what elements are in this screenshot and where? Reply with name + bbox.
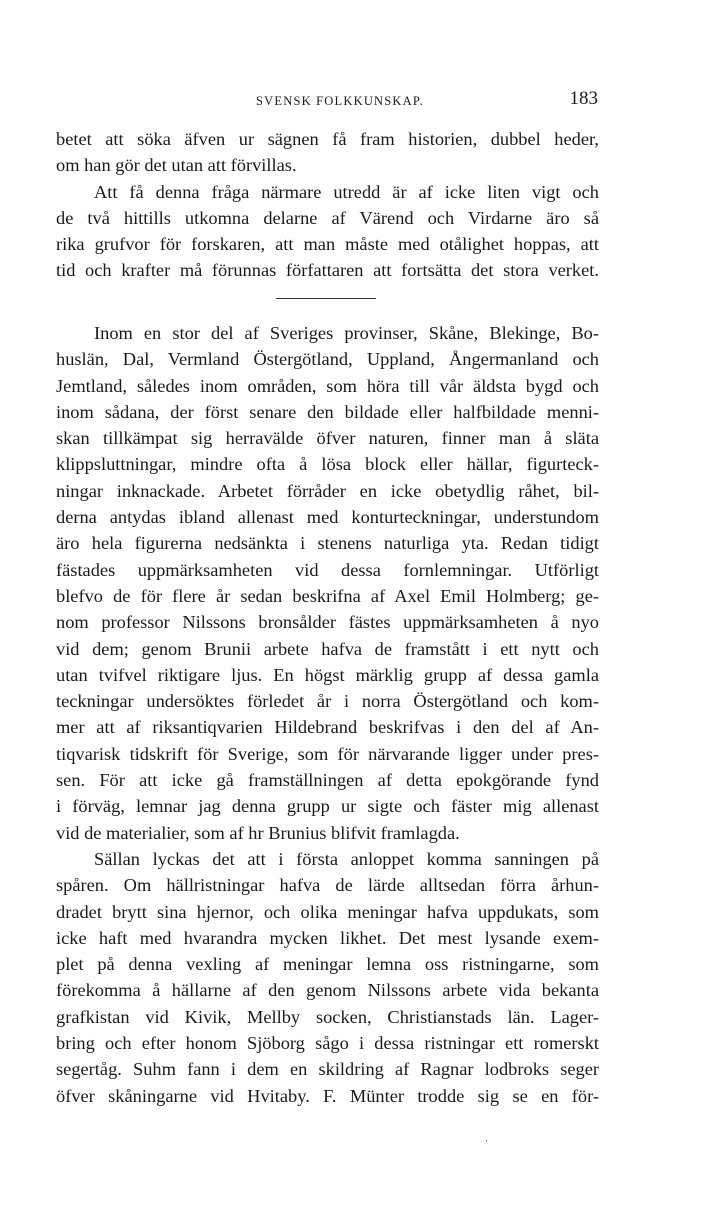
text-line: Inom en stor del af Sveriges provinser, Skåne, Blekinge, Bo- (94, 323, 599, 343)
text-line: grafkistan vid Kivik, Mellby socken, Christianstads län. Lager- (56, 1006, 599, 1027)
paper-speck (486, 1140, 487, 1142)
text-line: Sällan lyckas det att i första anloppet komma sanningen på (94, 848, 599, 869)
text-line: klippsluttningar, mindre ofta å lösa block eller hällar, figurteck- (56, 454, 599, 475)
paragraph-block-main (56, 320, 599, 1109)
text-line: äro hela figurerna nedsänkta i stenens naturliga yta. Redan tidigt (56, 533, 599, 554)
text-line: huslän, Dal, Vermland Östergötland, Uppland, Ångermanland och (56, 349, 599, 370)
text-line: rika grufvor för forskaren, att man måste med otålighet hoppas, att (56, 234, 599, 255)
text-line: blefvo de för flere år sedan beskrifna af Axel Emil Holmberg; ge- (56, 585, 599, 606)
text-line: mer att af riksantiqvarien Hildebrand beskrifvas i den del af An- (56, 717, 599, 738)
text-line: de två hittills utkomna delarne af Värend och Virdarne äro så (56, 207, 599, 228)
paragraph-block-top (56, 126, 599, 284)
text-line: förekomma å hällarne af den genom Nilssons arbete vida bekanta (56, 980, 599, 1001)
text-line: derna antydas ibland allenast med konturteckningar, understundom (56, 507, 599, 528)
section-divider (276, 298, 376, 299)
text-line: vid dem; genom Brunii arbete hafva de framstått i ett nytt och (56, 638, 599, 659)
text-line: plet på denna vexling af meningar lemna oss ristningarne, som (56, 954, 599, 975)
page-number: 183 (569, 88, 598, 109)
text-line: öfver skåningarne vid Hvitaby. F. Münter trodde sig se en för- (56, 1085, 599, 1106)
text-line: i förväg, lemnar jag denna grupp ur sigte och fäster mig allenast (56, 796, 599, 817)
text-line: skan tillkämpat sig herravälde öfver naturen, finner man å släta (56, 428, 599, 449)
text-line: Att få denna fråga närmare utredd är af icke liten vigt och (94, 181, 599, 202)
text-line: ningar inknackade. Arbetet förråder en icke obetydlig råhet, bil- (56, 480, 599, 501)
text-line: bring och efter honom Sjöborg sågo i dessa ristningar ett romerskt (56, 1033, 599, 1054)
text-line: tid och krafter må förunnas författaren att fortsätta det stora verket. (56, 260, 599, 281)
running-header (58, 88, 598, 114)
text-line: inom sådana, der först senare den bildade eller halfbildade menni- (56, 401, 599, 422)
running-title: SVENSK FOLKKUNSKAP. (256, 94, 424, 108)
text-line: segertåg. Suhm fann i dem en skildring af Ragnar lodbroks seger (56, 1059, 599, 1080)
text-line: teckningar undersöktes förledet år i norra Östergötland och kom- (56, 691, 599, 712)
text-line: vid de materialier, som af hr Brunius blifvit framlagda. (56, 822, 460, 843)
text-line: om han gör det utan att förvillas. (56, 155, 297, 176)
text-line: icke haft med hvarandra mycken likhet. Det mest lysande exem- (56, 927, 599, 948)
text-line: fästades uppmärksamheten vid dessa fornlemningar. Utförligt (56, 559, 599, 580)
text-line: sen. För att icke gå framställningen af detta epokgörande fynd (56, 770, 599, 791)
text-line: nom professor Nilssons bronsålder fästes uppmärksamheten å nyo (56, 612, 599, 633)
text-line: spåren. Om hällristningar hafva de lärde alltsedan förra århun- (56, 875, 599, 896)
text-line: Jemtland, således inom områden, som höra till vår äldsta bygd och (56, 375, 599, 396)
text-line: tiqvarisk tidskrift för Sverige, som för närvarande ligger under pres- (56, 743, 599, 764)
text-line: dradet brytt sina hjernor, och olika meningar hafva uppdukats, som (56, 901, 599, 922)
text-line: utan tvifvel riktigare ljus. En högst märklig grupp af dessa gamla (56, 664, 599, 685)
text-line: betet att söka äfven ur sägnen få fram historien, dubbel heder, (56, 129, 599, 149)
